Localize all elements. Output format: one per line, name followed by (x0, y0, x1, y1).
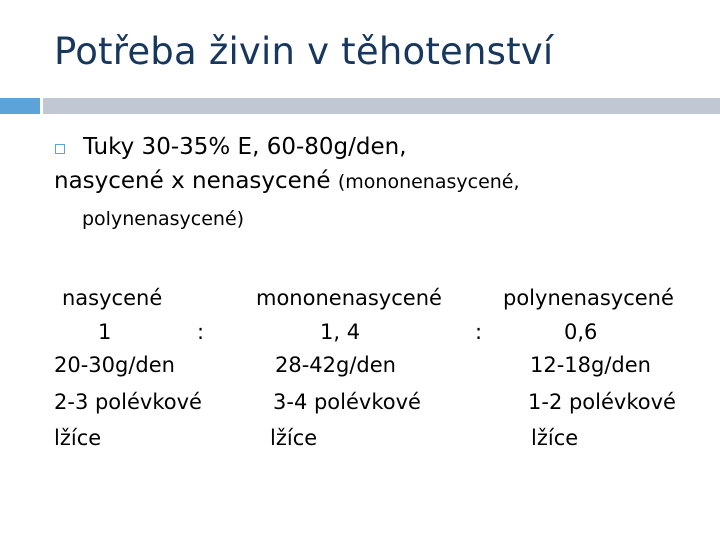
col3-ratio: 0,6 (564, 320, 598, 344)
col1-ratio-separator: : (197, 320, 205, 344)
col2-grams: 28-42g/den (275, 353, 396, 377)
bullet-line-fat-intake: Tuky 30-35% E, 60-80g/den, (83, 134, 407, 160)
col2-ratio: 1, 4 (320, 320, 361, 344)
fat-types-sub: (mononenasycené, (337, 171, 520, 193)
fat-types-main: nasycené x nenasycené (54, 168, 338, 194)
bullet-line-fat-types (54, 168, 520, 194)
col3-grams: 12-18g/den (530, 353, 651, 377)
col2-spoons-unit: lžíce (270, 426, 318, 450)
title-accent-bar (0, 98, 40, 114)
col1-header: nasycené (62, 286, 163, 310)
slide-title: Potřeba živin v těhotenství (54, 30, 554, 73)
square-bullet-icon (55, 144, 65, 154)
col2-ratio-separator: : (475, 320, 483, 344)
bullet-line-polyunsaturated: polynenasycené) (82, 208, 245, 230)
col3-spoons-unit: lžíce (531, 426, 579, 450)
col3-header: polynenasycené (503, 286, 674, 310)
col1-spoons-unit: lžíce (54, 426, 102, 450)
col2-spoons: 3-4 polévkové (273, 390, 421, 414)
col1-grams: 20-30g/den (54, 353, 175, 377)
title-divider-bar (43, 98, 720, 114)
col2-header: mononenasycené (256, 286, 442, 310)
col1-ratio: 1 (98, 320, 112, 344)
col3-spoons: 1-2 polévkové (528, 390, 676, 414)
col1-spoons: 2-3 polévkové (54, 390, 202, 414)
